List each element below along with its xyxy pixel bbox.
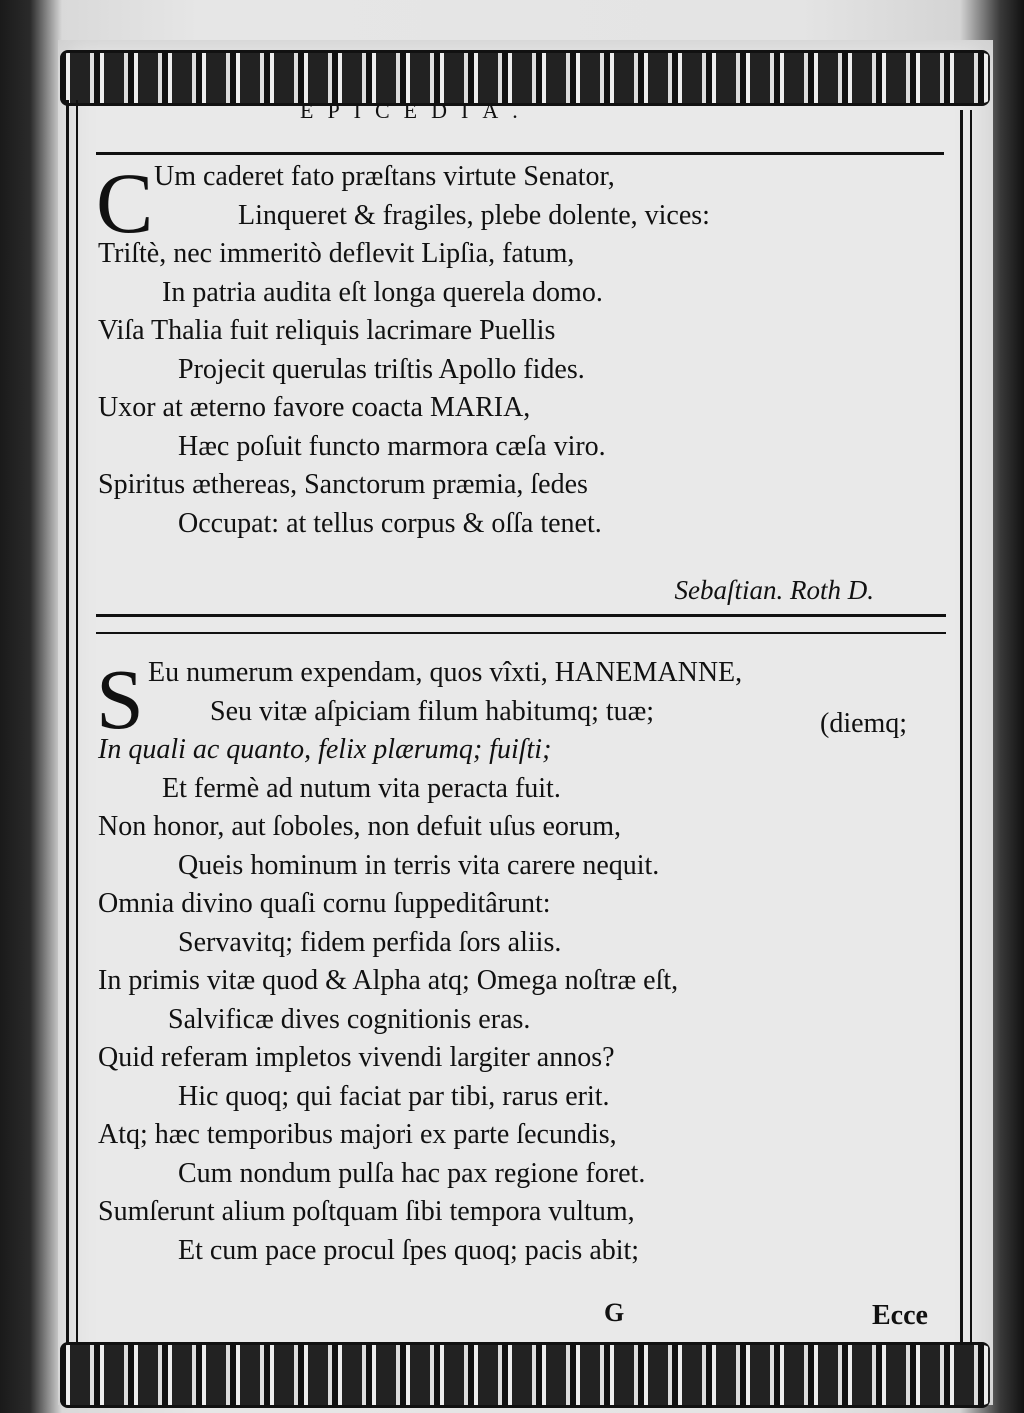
catchword: Ecce [872,1300,928,1331]
verse-line: Atq; hæc temporibus majori ex parte ſecundis, [98,1119,617,1150]
section-rule-lower [96,632,946,634]
right-frame-inner-line [970,110,972,1345]
verse-line: Seu vitæ aſpiciam filum habitumq; tuæ; [210,695,655,727]
verse-line: Sumſerunt alium poſtquam ſibi tempora vultum, [98,1196,635,1227]
verse-line: Queis hominum in terris vita carere nequit. [178,849,660,881]
signature: Sebaſtian. Roth D. [674,575,874,605]
verse-line: Viſa Thalia fuit reliquis lacrimare Puellis [98,315,556,346]
verse-line: Spiritus æthereas, Sanctorum præmia, ſedes [98,469,588,500]
page-header: EPICEDIA. [300,98,532,123]
verse-line: Quid referam impletos vivendi largiter annos? [98,1042,615,1073]
verse-line: Omnia divino quaſi cornu ſuppeditârunt: [98,888,551,919]
right-frame-line [960,110,963,1345]
verse-line: In primis vitæ quod & Alpha atq; Omega noſtræ eſt, [98,965,679,996]
bottom-ornament-border [60,1342,990,1408]
verse-line: Linqueret & fragiles, plebe dolente, vices: [238,199,710,231]
verse-line: Um caderet fato præſtans virtute Senator, [154,161,615,192]
verse-line: Eu numerum expendam, quos vîxti, HANEMANNE, [148,657,743,688]
verse-line: Non honor, aut ſoboles, non defuit uſus eorum, [98,811,622,842]
verse-line: Hæc poſuit functo marmora cæſa viro. [178,430,606,462]
verse-line: Et cum pace procul ſpes quoq; pacis abit; [178,1234,640,1266]
section-rule [96,614,946,617]
overflow-word: (diemq; [820,708,908,739]
drop-capital: S [96,651,144,747]
drop-capital: C [96,155,154,251]
verse-line: Cum nondum pulſa hac pax regione foret. [178,1157,646,1189]
verse-line: Triſtè, nec immeritò deflevit Lipſia, fatum, [98,238,575,269]
verse-line: Et fermè ad nutum vita peracta fuit. [162,772,561,804]
verse-line: In quali ac quanto, felix plærumq; fuiſti; [98,734,552,765]
poem-two [96,651,954,1270]
verse-line: Uxor at æterno favore coacta MARIA, [98,392,531,423]
poem-one [96,155,954,543]
verse-line: Occupat: at tellus corpus & oſſa tenet. [178,507,602,539]
left-frame-inner-line [76,100,78,1345]
verse-line: Salvificæ dives cognitionis eras. [168,1003,531,1035]
verse-line: In patria audita eſt longa querela domo. [162,276,603,308]
header-rule [96,152,944,155]
signature-mark: G [604,1298,625,1327]
verse-line: Servavitq; fidem perfida ſors aliis. [178,926,562,958]
left-frame-line [66,100,69,1345]
verse-line: Hic quoq; qui faciat par tibi, rarus erit. [178,1080,610,1112]
verse-line: Projecit querulas triſtis Apollo fides. [178,353,585,385]
